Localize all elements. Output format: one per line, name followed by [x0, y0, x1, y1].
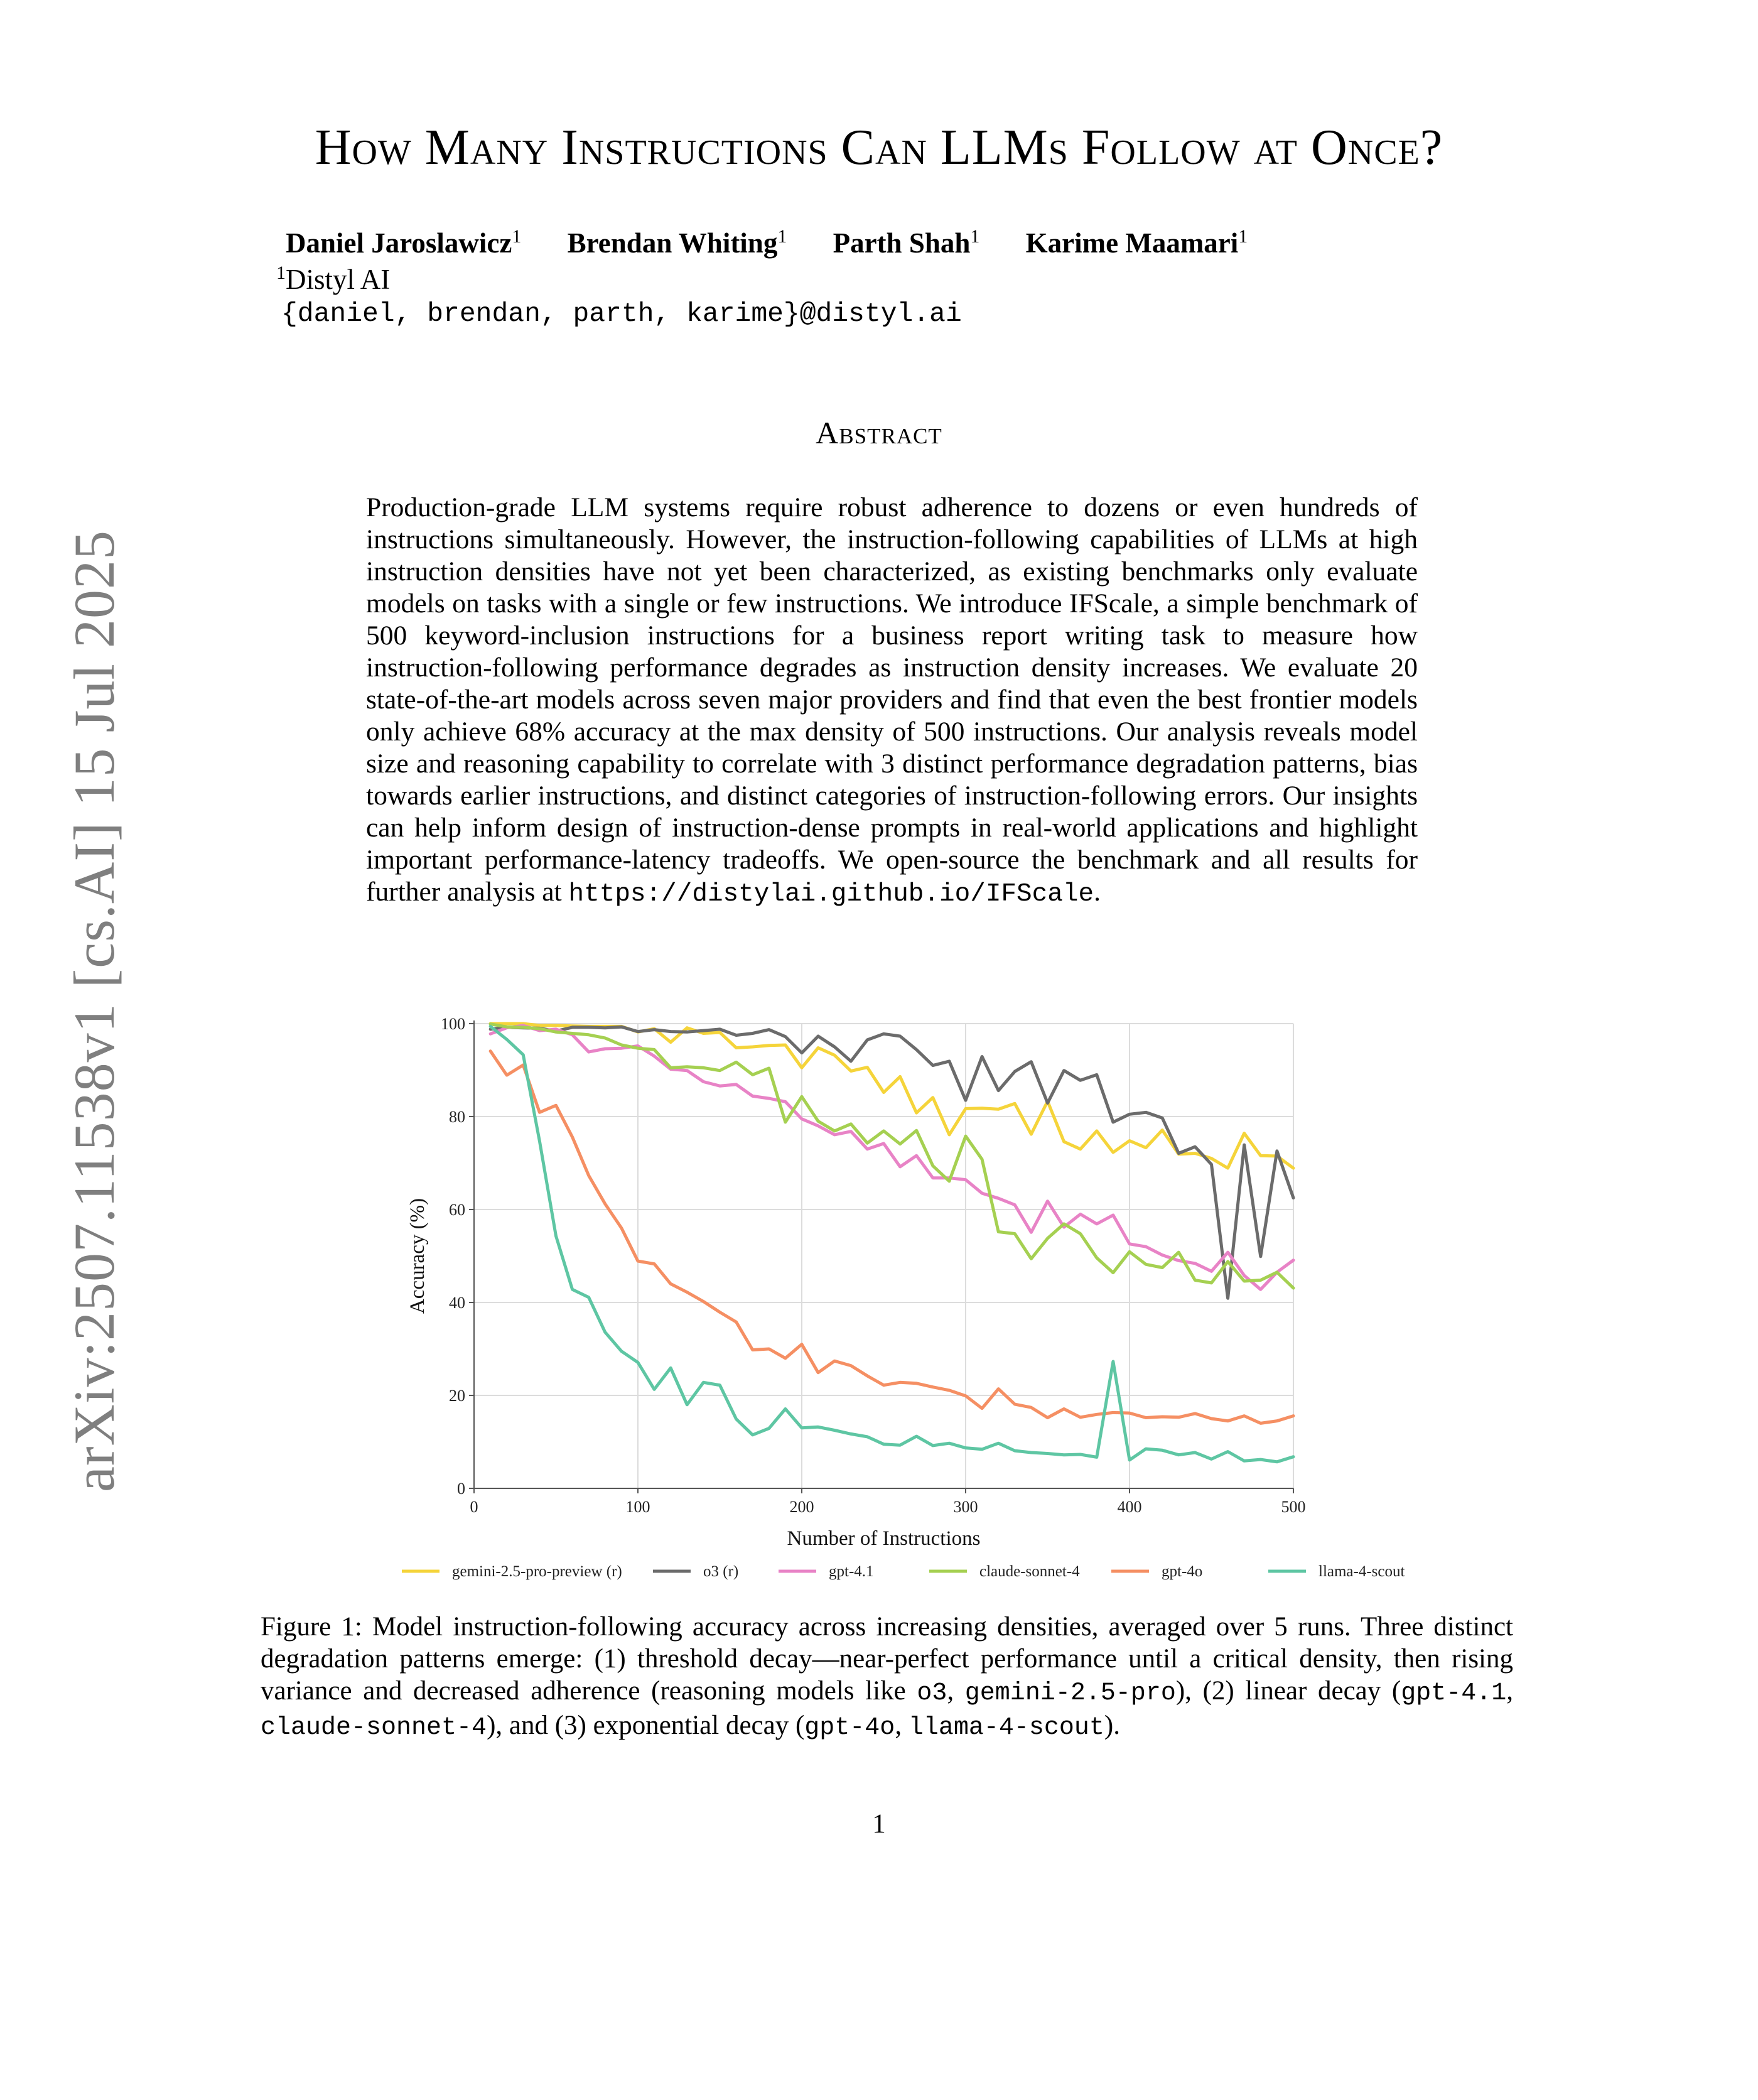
author-name: Brendan Whiting	[567, 227, 778, 259]
caption-text: ), and (3) exponential decay (	[487, 1711, 805, 1740]
x-tick-label: 500	[1281, 1498, 1306, 1516]
arxiv-identifier-stamp: arXiv:2507.11538v1 [cs.AI] 15 Jul 2025	[62, 530, 126, 1492]
abstract-url-link[interactable]: https://distylai.github.io/IFScale	[568, 880, 1094, 909]
series-line	[490, 1051, 1293, 1424]
caption-text: ,	[947, 1676, 965, 1706]
x-tick-label: 400	[1117, 1498, 1142, 1516]
author-emails: {daniel, brendan, parth, karime}@distyl.ai	[281, 298, 962, 329]
affiliation-name: Distyl AI	[286, 264, 391, 295]
author-list	[286, 226, 1286, 259]
legend-label: llama-4-scout	[1318, 1563, 1405, 1580]
paper-title: How Many Instructions Can LLMs Follow at Once?	[315, 120, 1443, 175]
x-tick-label: 300	[953, 1498, 978, 1516]
abstract-text: Production-grade LLM systems require robust adherence to dozens or even hundreds of instructions simultaneously. However, the instruction-following capabilities of LLMs at high instruction densities have not yet been characterized, as existing benchmarks only evaluate models on tasks with a single or few instructions. We introduce IFScale, a simple benchmark of 500 keyword-inclusion instructions for a business report writing task to measure how instruction-following performance degrades as instruction density increases. We evaluate 20 state-of-the-art models across seven major providers and find that even the best frontier models only achieve 68% accuracy at the max density of 500 instructions. Our analysis reveals model size and reasoning capability to correlate with 3 distinct performance degradation patterns, bias towards earlier instructions, and distinct categories of instruction-following errors. Our insights can help inform design of instruction-dense prompts in real-world applications and highlight important performance-latency tradeoffs. We open-source the benchmark and all results for further analysis at	[366, 492, 1418, 907]
y-axis-label: Accuracy (%)	[406, 1198, 429, 1314]
figure-caption	[261, 1611, 1513, 1744]
y-tick-label: 20	[449, 1387, 465, 1405]
caption-text: ).	[1104, 1711, 1120, 1740]
accuracy-line-chart	[377, 1005, 1419, 1601]
caption-text: ,	[1506, 1676, 1514, 1706]
series-line	[490, 1026, 1293, 1461]
author-affiliation-mark: 1	[512, 226, 522, 247]
y-tick-label: 80	[449, 1108, 465, 1126]
series-line	[490, 1026, 1293, 1289]
affiliation-mark: 1	[276, 262, 286, 283]
y-tick-label: 60	[449, 1201, 465, 1219]
caption-model-name: o3	[917, 1679, 947, 1708]
legend-label: gpt-4o	[1162, 1563, 1203, 1580]
author-name: Parth Shah	[833, 227, 971, 259]
author	[1026, 227, 1248, 259]
abstract-heading: Abstract	[816, 415, 942, 450]
author-affiliation-mark: 1	[1238, 226, 1248, 247]
x-tick-label: 200	[789, 1498, 814, 1516]
x-axis-label: Number of Instructions	[787, 1527, 981, 1550]
author	[568, 227, 787, 259]
series-line	[490, 1024, 1293, 1168]
caption-model-name: gpt-4o	[804, 1714, 895, 1742]
caption-model-name: claude-sonnet-4	[261, 1714, 487, 1742]
caption-text: ), (2) linear decay (	[1175, 1676, 1401, 1706]
legend-label: gpt-4.1	[829, 1563, 874, 1580]
affiliation	[276, 262, 390, 296]
x-tick-label: 0	[470, 1498, 478, 1516]
author-affiliation-mark: 1	[777, 226, 787, 247]
author	[833, 227, 980, 259]
caption-model-name: llama-4-scout	[908, 1714, 1104, 1742]
y-tick-label: 40	[449, 1294, 465, 1312]
y-tick-label: 100	[441, 1015, 465, 1033]
abstract-body	[366, 492, 1418, 911]
author-name: Daniel Jaroslawicz	[286, 227, 512, 259]
author-affiliation-mark: 1	[970, 226, 980, 247]
caption-text: Figure 1: Model instruction-following accuracy across increasing densities, averaged over 5 runs. Three distinct degradation patterns emerge: (1) threshold decay—near-perfect performance until a critical density, then rising variance and decreased adherence (reasoning models like	[261, 1612, 1513, 1706]
caption-model-name: gemini-2.5-pro	[964, 1679, 1176, 1708]
caption-model-name: gpt-4.1	[1401, 1679, 1507, 1708]
page-number: 1	[872, 1809, 886, 1839]
author	[286, 227, 521, 259]
y-tick-label: 0	[457, 1480, 465, 1498]
author-name: Karime Maamari	[1025, 227, 1239, 259]
abstract-end: .	[1094, 877, 1101, 907]
legend-label: gemini-2.5-pro-preview (r)	[452, 1563, 622, 1580]
x-tick-label: 100	[625, 1498, 650, 1516]
legend-label: claude-sonnet-4	[979, 1563, 1080, 1580]
legend-label: o3 (r)	[703, 1563, 739, 1580]
caption-text: ,	[895, 1711, 909, 1740]
